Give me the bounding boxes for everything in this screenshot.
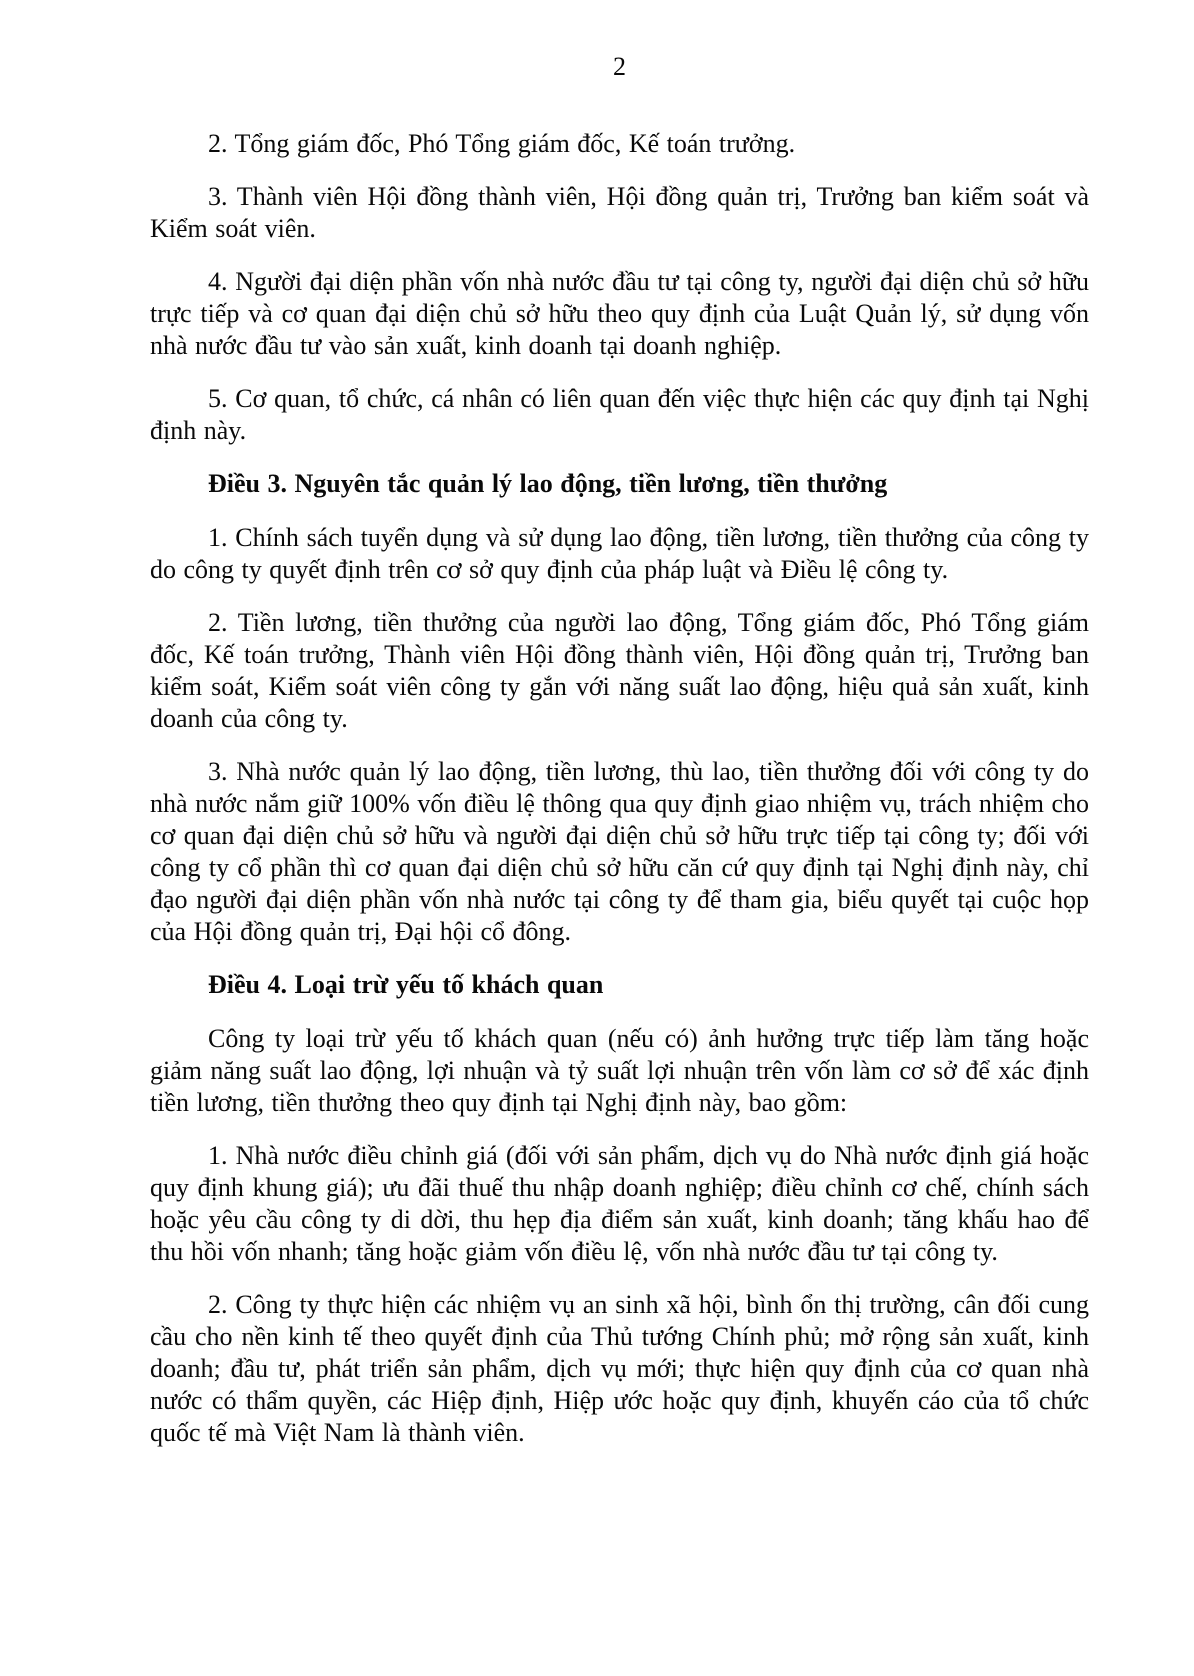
article-4-clause-1: 1. Nhà nước điều chỉnh giá (đối với sản phẩm, dịch vụ do Nhà nước định giá hoặc quy định khung giá); ưu đãi thuế thu nhập doanh nghiệp; điều chỉnh cơ chế, chính sách hoặc yêu cầu công ty di dời, thu hẹp địa điểm sản xuất, kinh doanh; tăng khấu hao để thu hồi vốn nhanh; tăng hoặc giảm vốn điều lệ, vốn nhà nước đầu tư tại công ty.	[150, 1141, 1089, 1266]
clause-2-subjects: 2. Tổng giám đốc, Phó Tổng giám đốc, Kế toán trưởng.	[208, 129, 796, 158]
clause-3-subjects: 3. Thành viên Hội đồng thành viên, Hội đồng quản trị, Trưởng ban kiểm soát và Kiểm soát viên.	[150, 182, 1089, 243]
article-4-intro: Công ty loại trừ yếu tố khách quan (nếu có) ảnh hưởng trực tiếp làm tăng hoặc giảm năng suất lao động, lợi nhuận và tỷ suất lợi nhuận trên vốn làm cơ sở để xác định tiền lương, tiền thưởng theo quy định tại Nghị định này, bao gồm:	[150, 1024, 1089, 1117]
article-4-heading: Điều 4. Loại trừ yếu tố khách quan	[208, 970, 604, 999]
article-4-clause-2: 2. Công ty thực hiện các nhiệm vụ an sinh xã hội, bình ổn thị trường, cân đối cung cầu cho nền kinh tế theo quyết định của Thủ tướng Chính phủ; mở rộng sản xuất, kinh doanh; đầu tư, phát triển sản phẩm, dịch vụ mới; thực hiện quy định của cơ quan nhà nước có thẩm quyền, các Hiệp định, Hiệp ước hoặc quy định, khuyến cáo của tổ chức quốc tế mà Việt Nam là thành viên.	[150, 1290, 1089, 1447]
article-3-heading: Điều 3. Nguyên tắc quản lý lao động, tiền lương, tiền thưởng	[208, 469, 888, 498]
article-3-clause-2: 2. Tiền lương, tiền thưởng của người lao động, Tổng giám đốc, Phó Tổng giám đốc, Kế toán trưởng, Thành viên Hội đồng thành viên, Hội đồng quản trị, Trưởng ban kiểm soát, Kiểm soát viên công ty gắn với năng suất lao động, hiệu quả sản xuất, kinh doanh của công ty.	[150, 608, 1089, 733]
page-number: 2	[613, 52, 626, 81]
article-3-clause-1: 1. Chính sách tuyển dụng và sử dụng lao động, tiền lương, tiền thưởng của công ty do công ty quyết định trên cơ sở quy định của pháp luật và Điều lệ công ty.	[150, 523, 1089, 584]
article-3-clause-3: 3. Nhà nước quản lý lao động, tiền lương, thù lao, tiền thưởng đối với công ty do nhà nước nắm giữ 100% vốn điều lệ thông qua quy định giao nhiệm vụ, trách nhiệm cho cơ quan đại diện chủ sở hữu và người đại diện chủ sở hữu trực tiếp tại công ty; đối với công ty cổ phần thì cơ quan đại diện chủ sở hữu căn cứ quy định tại Nghị định này, chỉ đạo người đại diện phần vốn nhà nước tại công ty để tham gia, biểu quyết tại cuộc họp của Hội đồng quản trị, Đại hội cổ đông.	[150, 757, 1089, 946]
document-body	[150, 128, 1089, 1470]
clause-4-subjects: 4. Người đại diện phần vốn nhà nước đầu tư tại công ty, người đại diện chủ sở hữu trực tiếp và cơ quan đại diện chủ sở hữu theo quy định của Luật Quản lý, sử dụng vốn nhà nước đầu tư vào sản xuất, kinh doanh tại doanh nghiệp.	[150, 267, 1089, 360]
clause-5-subjects: 5. Cơ quan, tổ chức, cá nhân có liên quan đến việc thực hiện các quy định tại Nghị định này.	[150, 384, 1089, 445]
